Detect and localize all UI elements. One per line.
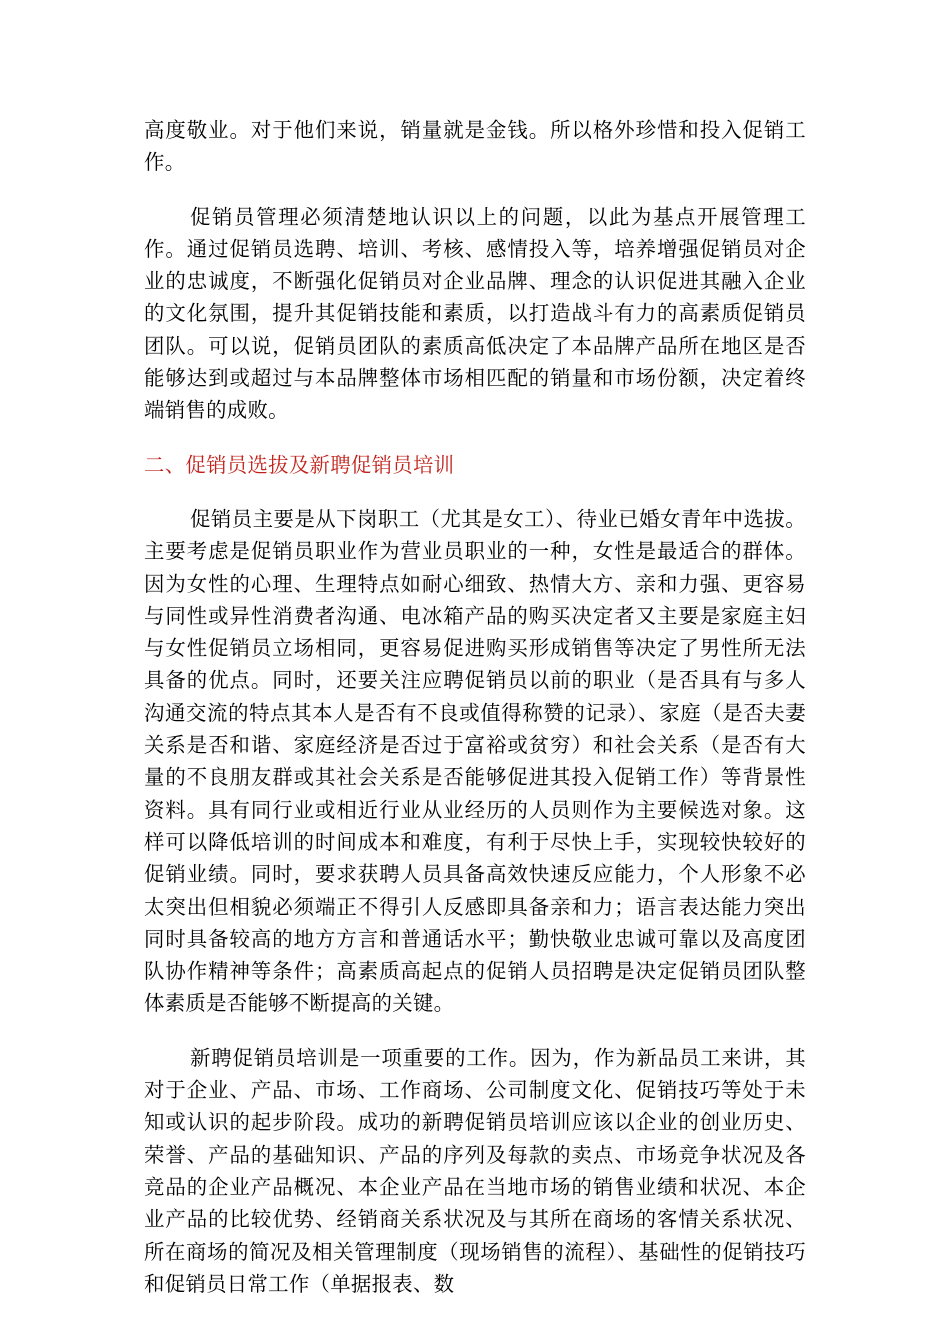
paragraph-gap — [144, 481, 806, 503]
section-heading: 二、促销员选拔及新聘促销员培训 — [144, 452, 455, 477]
paragraph-management: 促销员管理必须清楚地认识以上的问题，以此为基点开展管理工作。通过促销员选聘、培训、考核、感情投入等，培养增强促销员对企业的忠诚度，不断强化促销员对企业品牌、理念的认识促进其融入企业的文化氛围，提升其促销技能和素质，以打造战斗有力的高素质促销员团队。可以说，促销员团队的素质高低决定了本品牌产品所在地区是否能够达到或超过与本品牌整体市场相匹配的销量和市场份额，决定着终端销售的成败。 — [144, 204, 806, 423]
document-page — [144, 114, 806, 1300]
paragraph-gap — [144, 427, 806, 449]
paragraph-continuation: 高度敬业。对于他们来说，销量就是金钱。所以格外珍惜和投入促销工作。 — [144, 118, 806, 175]
paragraph-gap — [144, 1020, 806, 1042]
paragraph-gap — [144, 179, 806, 201]
paragraph-training: 新聘促销员培训是一项重要的工作。因为，作为新品员工来讲，其对于企业、产品、市场、工作商场、公司制度文化、促销技巧等处于未知或认识的起步阶段。成功的新聘促销员培训应该以企业的创业历史、荣誉、产品的基础知识、产品的序列及每款的卖点、市场竞争状况及各竞品的企业产品概况、本企业产品在当地市场的销售业绩和状况、本企业产品的比较优势、经销商关系状况及与其所在商场的客情关系状况、所在商场的简况及相关管理制度（现场销售的流程）、基础性的促销技巧和促销员日常工作（单据报表、数 — [144, 1045, 806, 1296]
paragraph-selection: 促销员主要是从下岗职工（尤其是女工）、待业已婚女青年中选拔。主要考虑是促销员职业作为营业员职业的一种，女性是最适合的群体。因为女性的心理、生理特点如耐心细致、热情大方、亲和力强、更容易与同性或异性消费者沟通、电冰箱产品的购买决定者又主要是家庭主妇与女性促销员立场相同，更容易促进购买形成销售等决定了男性所无法具备的优点。同时，还要关注应聘促销员以前的职业（是否具有与多人沟通交流的特点其本人是否有不良或值得称赞的记录）、家庭（是否夫妻关系是否和谐、家庭经济是否过于富裕或贫穷）和社会关系（是否有大量的不良朋友群或其社会关系是否能够促进其投入促销工作）等背景性资料。具有同行业或相近行业从业经历的人员则作为主要候选对象。这样可以降低培训的时间成本和难度，有利于尽快上手，实现较快较好的促销业绩。同时，要求获聘人员具备高效快速反应能力，个人形象不必太突出但相貌必须端正不得引人反感即具备亲和力；语言表达能力突出同时具备较高的地方方言和普通话水平；勤快敬业忠诚可靠以及高度团队协作精神等条件；高素质高起点的促销人员招聘是决定促销员团队整体素质是否能够不断提高的关键。 — [144, 506, 806, 1016]
